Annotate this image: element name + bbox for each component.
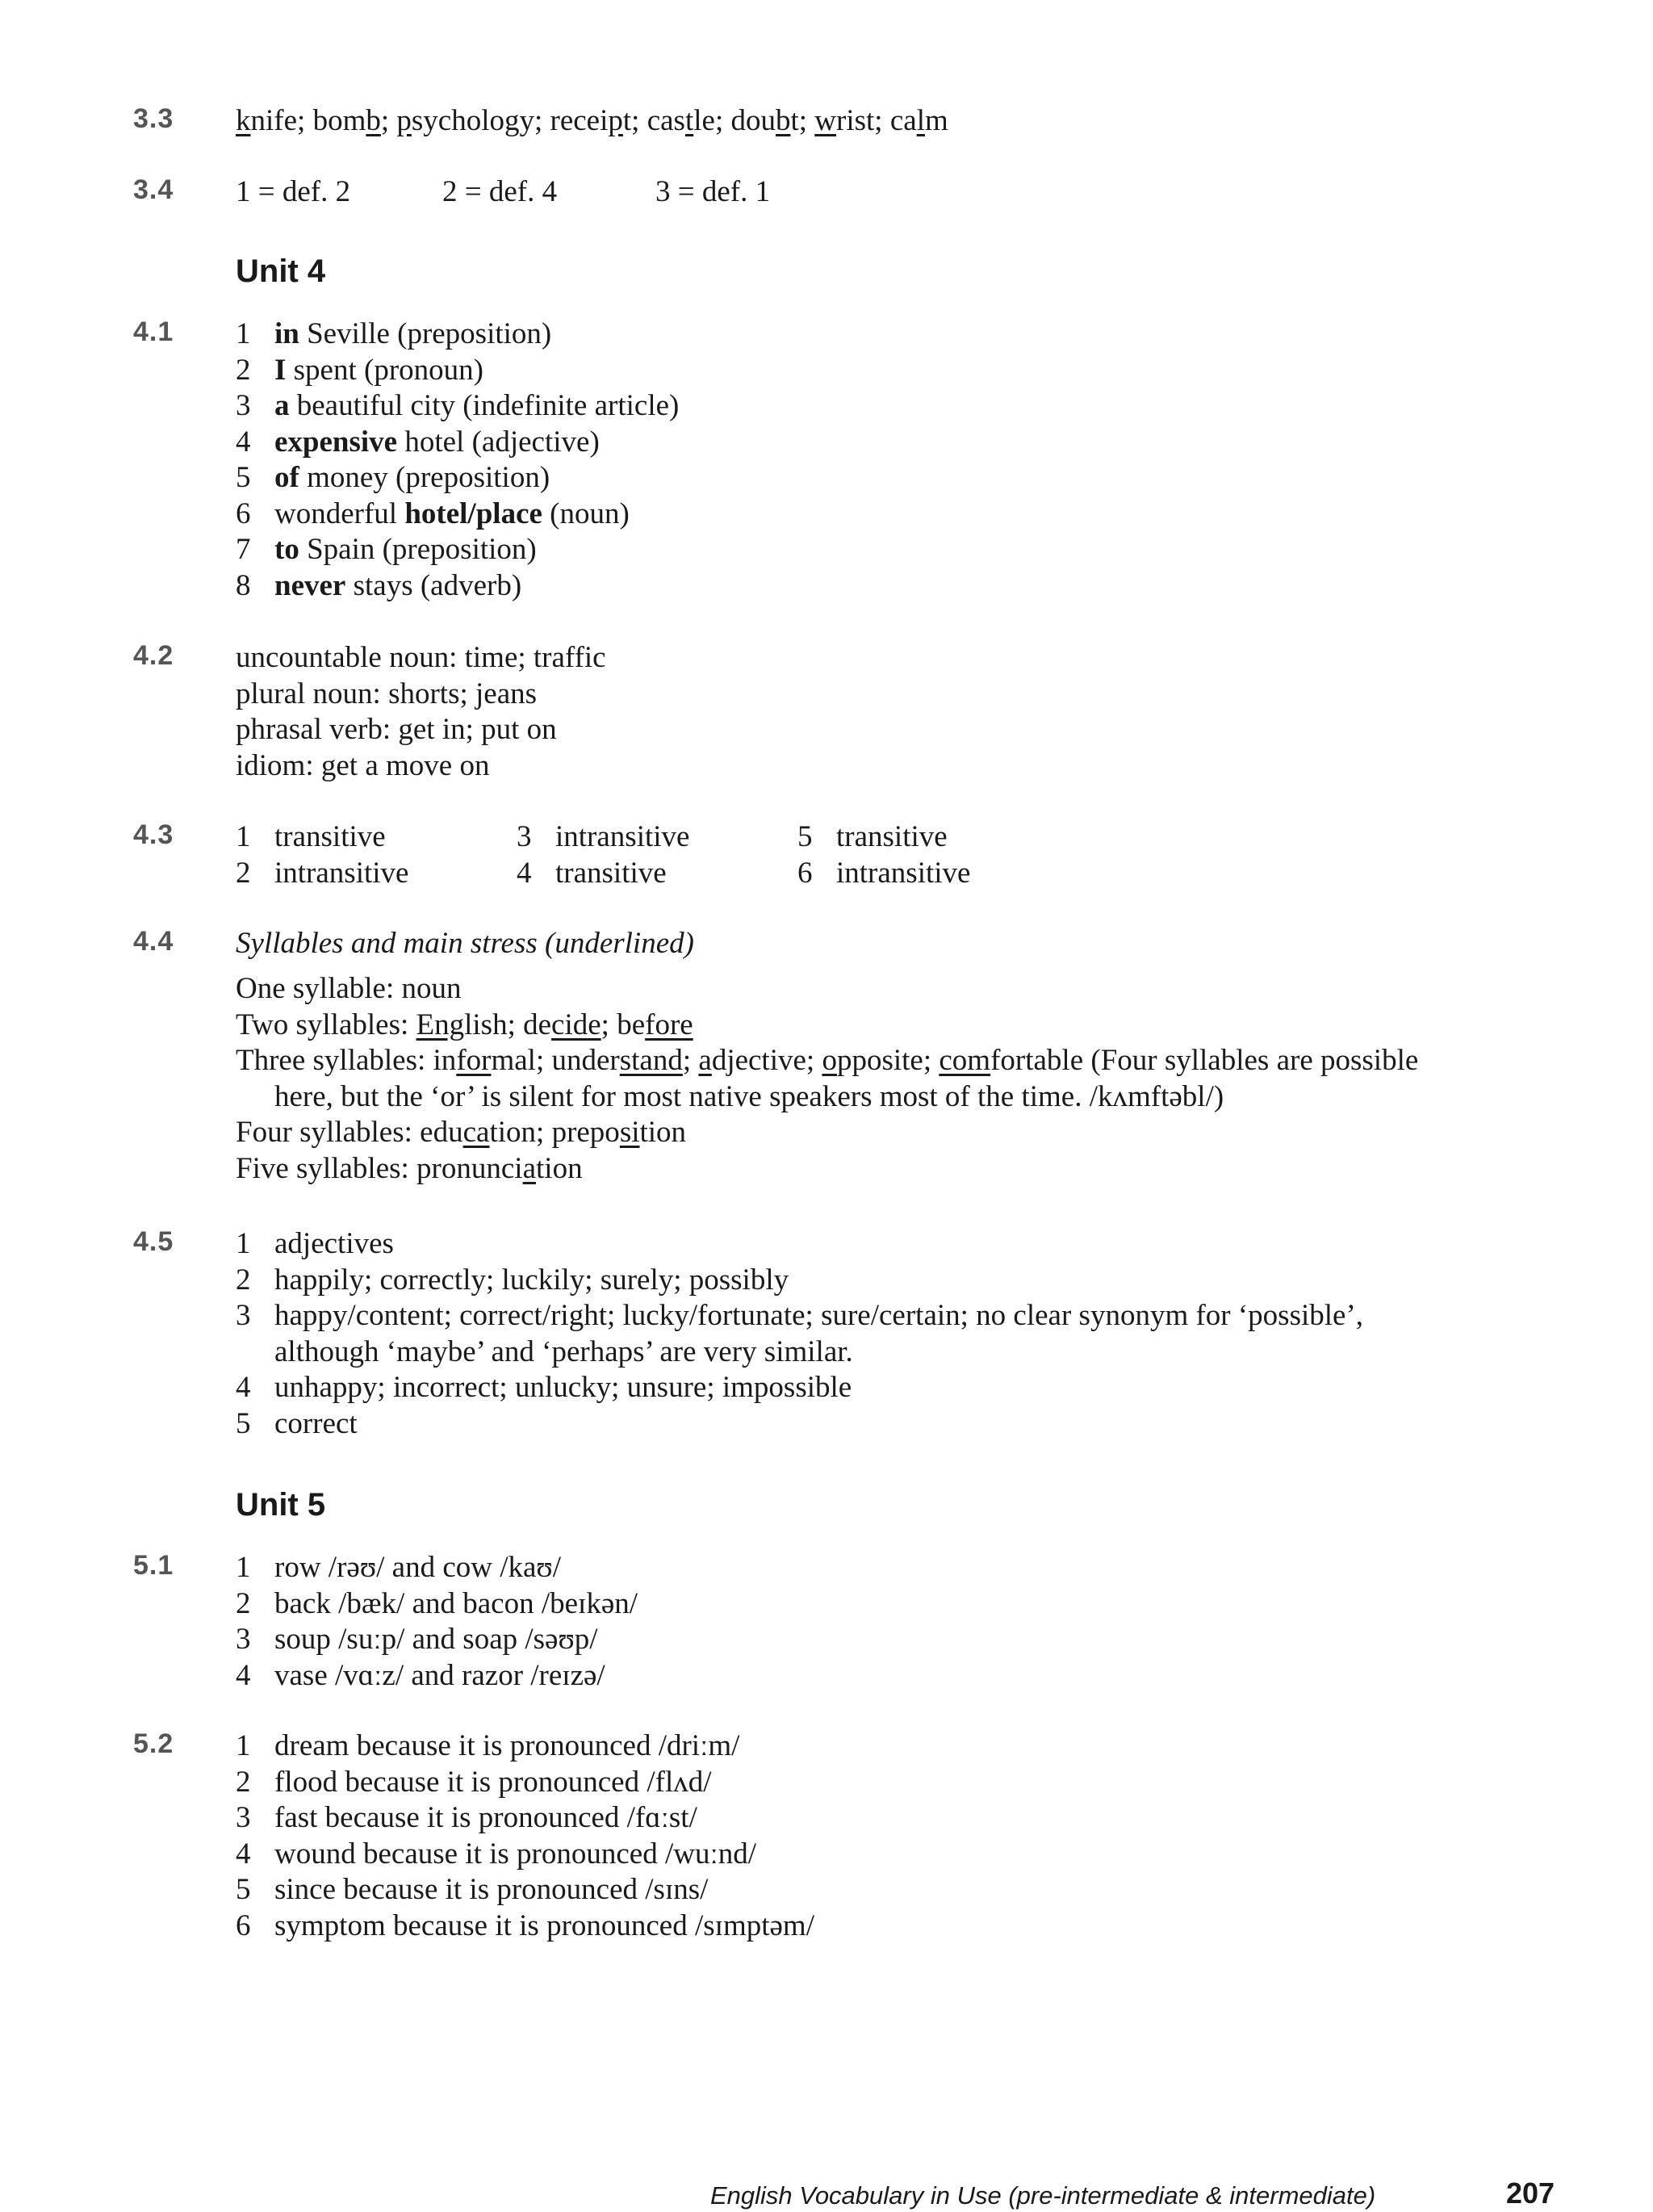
word-start: ca: [889, 104, 917, 137]
answer-line: [236, 460, 1576, 496]
answer-line: [236, 1334, 1576, 1371]
answer-word: a: [274, 389, 290, 422]
exercise-number: 5.2: [133, 1728, 174, 1759]
exercise-number: 4.1: [133, 316, 174, 347]
word: [396, 104, 534, 137]
stressed-syllable: for: [456, 1044, 492, 1077]
answer-line: [236, 1008, 1576, 1044]
item-number: 2: [236, 1765, 251, 1799]
word-start: pronunci: [416, 1151, 523, 1185]
word-rest: ;: [682, 1044, 699, 1077]
answer-text: correct: [274, 1406, 358, 1440]
answer-text: dream because it is pronounced /driːm/: [274, 1729, 740, 1762]
answer-word: expensive: [274, 425, 398, 459]
answer-continuation: here, but the ‘or’ is silent for most native speakers most of the time. /kʌmftəbl/): [274, 1079, 1224, 1113]
line-label: Five syllables:: [236, 1151, 417, 1185]
item-number: 2: [236, 856, 251, 890]
silent-letter: w: [814, 104, 837, 137]
answer-line: [236, 1406, 1576, 1443]
exercise-body: [236, 926, 1576, 1187]
stressed-syllable: fore: [645, 1008, 693, 1041]
exercise-number: 4.5: [133, 1226, 174, 1257]
item-number: 1: [236, 317, 251, 350]
word-rest: tion;: [489, 1116, 552, 1149]
word-rest: djective;: [711, 1044, 822, 1077]
item-number: 5: [236, 1873, 251, 1906]
item-number: 1: [236, 1551, 251, 1584]
item-number: 8: [236, 568, 251, 602]
answer-line: [236, 1370, 1576, 1406]
answer-word: to: [274, 533, 299, 566]
answer-line: [236, 1800, 1576, 1837]
item-number: 6: [236, 496, 251, 530]
stressed-syllable: a: [698, 1044, 712, 1077]
word-rest: lish;: [464, 1008, 524, 1041]
answer-line: knife; bomb; psychology; receipt; castle; doubt; wrist; calm: [236, 104, 948, 137]
answer-text: vase /vɑːz/ and razor /reɪzə/: [274, 1658, 605, 1692]
item-number: 7: [236, 533, 251, 566]
answer-word: in: [274, 317, 299, 350]
word: [890, 104, 948, 137]
word-start: prepo: [551, 1116, 620, 1149]
answer-line: [236, 1043, 1576, 1079]
answer-line: [236, 1151, 1576, 1188]
answer-text: back /bæk/ and bacon /beɪkən/: [274, 1586, 638, 1620]
item-number: 3: [517, 820, 532, 853]
stressed-syllable: a: [522, 1151, 537, 1185]
answer-rest: stays (adverb): [345, 568, 522, 602]
answer-rest: spent (pronoun): [286, 353, 483, 387]
line-label: Two syllables:: [236, 1008, 416, 1041]
answer-item: 2 = def. 4: [442, 175, 558, 208]
answer-line: [236, 1765, 1576, 1801]
exercise-body: [236, 1550, 1576, 1694]
answer-line: [236, 1837, 1576, 1873]
word: [313, 104, 381, 137]
answer-rest: Seville (preposition): [299, 317, 552, 350]
answer-column: [236, 819, 408, 891]
answer-word: of: [274, 461, 299, 494]
silent-letter: p: [608, 104, 623, 137]
answer-line: [236, 1658, 1576, 1695]
word-start: under: [551, 1044, 620, 1077]
exercise-body: [236, 640, 1576, 784]
answer-line: [517, 856, 689, 892]
exercise-number: 4.4: [133, 926, 174, 957]
word-rest: tion: [639, 1116, 687, 1149]
stressed-syllable: o: [822, 1044, 837, 1077]
answer-line: idiom: get a move on: [236, 748, 490, 782]
item-number: 4: [236, 1837, 251, 1871]
word-start: bom: [312, 104, 366, 137]
answer-line: [797, 819, 970, 856]
answer-text: row /rəʊ/ and cow /kaʊ/: [274, 1551, 562, 1584]
answer-text: transitive: [555, 856, 667, 890]
exercise-number: 5.1: [133, 1550, 174, 1581]
page-number: 207: [1506, 2176, 1555, 2210]
word: [236, 104, 297, 137]
item-number: 4: [517, 856, 532, 890]
word-start: edu: [420, 1116, 463, 1149]
answer-text: intransitive: [836, 856, 971, 890]
word-rest: m: [924, 104, 948, 137]
answer-line: [236, 1728, 1576, 1765]
answer-line: [236, 1586, 1576, 1623]
unit-4-heading: Unit 4: [236, 253, 326, 289]
word-rest: mal;: [491, 1044, 552, 1077]
exercise-body: [236, 316, 1576, 604]
answer-line: [236, 1226, 1576, 1263]
answer-line: [236, 568, 1576, 605]
answer-text: happy/content; correct/right; lucky/fortunate; sure/certain; no clear synonym for ‘possible’,: [274, 1299, 1364, 1332]
word-rest: ;: [601, 1008, 617, 1041]
answer-text: since because it is pronounced /sɪns/: [274, 1873, 709, 1906]
answer-text: intransitive: [555, 820, 690, 853]
item-number: 3: [236, 1801, 251, 1834]
word: [647, 104, 715, 137]
item-number: 2: [236, 1263, 251, 1297]
silent-letter: t: [684, 104, 694, 137]
answer-rest: money (preposition): [299, 461, 550, 494]
word-start: recei: [550, 104, 609, 137]
item-number: 1: [236, 1729, 251, 1762]
item-number: 3: [236, 389, 251, 422]
word-start: de: [523, 1008, 552, 1041]
exercise-number: 4.3: [133, 819, 174, 850]
exercise-body: [236, 1728, 1576, 1944]
item-number: 6: [797, 856, 813, 890]
answer-line: [236, 1622, 1576, 1658]
answer-line: [236, 425, 1576, 461]
answer-line: [236, 1550, 1576, 1586]
answer-text: transitive: [274, 820, 386, 853]
answer-text: wound because it is pronounced /wuːnd/: [274, 1837, 757, 1871]
word-rest: pposite;: [836, 1044, 939, 1077]
answer-line: [517, 819, 689, 856]
item-number: 3: [236, 1623, 251, 1656]
word-rest: le: [693, 104, 715, 137]
answer-line: uncountable noun: time; traffic: [236, 641, 606, 674]
word-rest: nife: [250, 104, 298, 137]
item-number: 2: [236, 1586, 251, 1620]
answer-rest: hotel (adjective): [397, 425, 600, 459]
answer-line: [236, 496, 1576, 533]
word-rest: t: [622, 104, 632, 137]
line-label: Three syllables:: [236, 1044, 433, 1077]
item-number: 1: [236, 820, 251, 853]
answer-column: [517, 819, 689, 891]
item-number: 4: [236, 1658, 251, 1692]
answer-text: symptom because it is pronounced /sɪmptəm/: [274, 1908, 814, 1942]
word-start: be: [617, 1008, 646, 1041]
stressed-syllable: ca: [462, 1116, 490, 1149]
silent-letter: b: [775, 104, 791, 137]
answer-line: [236, 1872, 1576, 1908]
exercise-body: [236, 103, 1576, 140]
stressed-syllable: Eng: [416, 1008, 465, 1041]
answer-line: [236, 856, 408, 892]
item-number: 1: [236, 1227, 251, 1260]
answer-text: happily; correctly; luckily; surely; possibly: [274, 1263, 789, 1297]
word-start: in: [433, 1044, 457, 1077]
item-number: 5: [236, 1406, 251, 1440]
answer-text: soup /suːp/ and soap /səʊp/: [274, 1623, 598, 1656]
answer-column: [797, 819, 970, 891]
answer-line: [236, 819, 408, 856]
section-heading: Syllables and main stress (underlined): [236, 927, 694, 960]
silent-letter: l: [916, 104, 925, 137]
answer-line: [236, 388, 1576, 425]
answer-text: although ‘maybe’ and ‘perhaps’ are very similar.: [274, 1334, 853, 1368]
exercise-number: 3.4: [133, 174, 174, 205]
answer-line: [236, 1298, 1576, 1334]
item-number: 6: [236, 1908, 251, 1942]
exercise-number: 3.3: [133, 103, 174, 134]
word: [814, 104, 874, 137]
silent-letter: k: [236, 104, 251, 137]
answer-line: [236, 1115, 1576, 1151]
answer-line: [236, 1263, 1576, 1299]
item-number: 2: [236, 353, 251, 387]
answer-word: I: [274, 353, 287, 387]
word: [550, 104, 632, 137]
answer-rest: Spain (preposition): [299, 533, 537, 566]
word: [730, 104, 798, 137]
answer-line: [236, 1908, 1576, 1945]
exercise-number: 4.2: [133, 640, 174, 671]
answer-rest: beautiful city (indefinite article): [289, 389, 680, 422]
word-rest: tion: [536, 1151, 583, 1185]
item-number: 5: [797, 820, 813, 853]
answer-line: [236, 532, 1576, 568]
answer-text: intransitive: [274, 856, 409, 890]
footer-book-title: English Vocabulary in Use (pre-intermediate & intermediate): [710, 2181, 1376, 2210]
answer-line: plural noun: shorts; jeans: [236, 677, 538, 710]
exercise-body: [236, 1226, 1576, 1442]
stressed-syllable: cide: [551, 1008, 601, 1041]
word-rest: sychology: [411, 104, 534, 137]
answer-text: fast because it is pronounced /fɑːst/: [274, 1801, 697, 1834]
answer-rest: (noun): [542, 496, 630, 530]
word-start: dou: [730, 104, 776, 137]
item-number: 5: [236, 461, 251, 494]
answer-line: One syllable: noun: [236, 972, 462, 1005]
item-number: 3: [236, 1299, 251, 1332]
answer-line: [236, 316, 1576, 353]
answer-text: transitive: [836, 820, 948, 853]
stressed-syllable: stand: [619, 1044, 683, 1077]
silent-letter: p: [396, 104, 412, 137]
item-number: 4: [236, 1371, 251, 1404]
word-rest: rist: [836, 104, 875, 137]
word-rest: t: [790, 104, 799, 137]
answer-text: unhappy; incorrect; unlucky; unsure; impossible: [274, 1371, 852, 1404]
exercise-body: [236, 819, 1576, 892]
answer-item: 1 = def. 2: [236, 175, 351, 208]
answer-text: adjectives: [274, 1227, 394, 1260]
answer-pre: wonderful: [274, 496, 405, 530]
answer-line: [236, 353, 1576, 389]
answer-line: [797, 856, 970, 892]
stressed-syllable: com: [939, 1044, 991, 1077]
stressed-syllable: si: [619, 1116, 640, 1149]
item-number: 4: [236, 425, 251, 459]
exercise-body: [236, 174, 1576, 211]
word-start: cas: [647, 104, 685, 137]
answer-word: hotel/place: [404, 496, 542, 530]
word-rest: fortable (Four syllables are possible: [990, 1044, 1419, 1077]
answer-word: never: [274, 568, 346, 602]
answer-line: phrasal verb: get in; put on: [236, 713, 557, 746]
answer-item: 3 = def. 1: [655, 175, 771, 208]
line-label: Four syllables:: [236, 1116, 421, 1149]
unit-5-heading: Unit 5: [236, 1487, 326, 1523]
silent-letter: b: [366, 104, 381, 137]
answer-text: flood because it is pronounced /flʌd/: [274, 1765, 712, 1799]
